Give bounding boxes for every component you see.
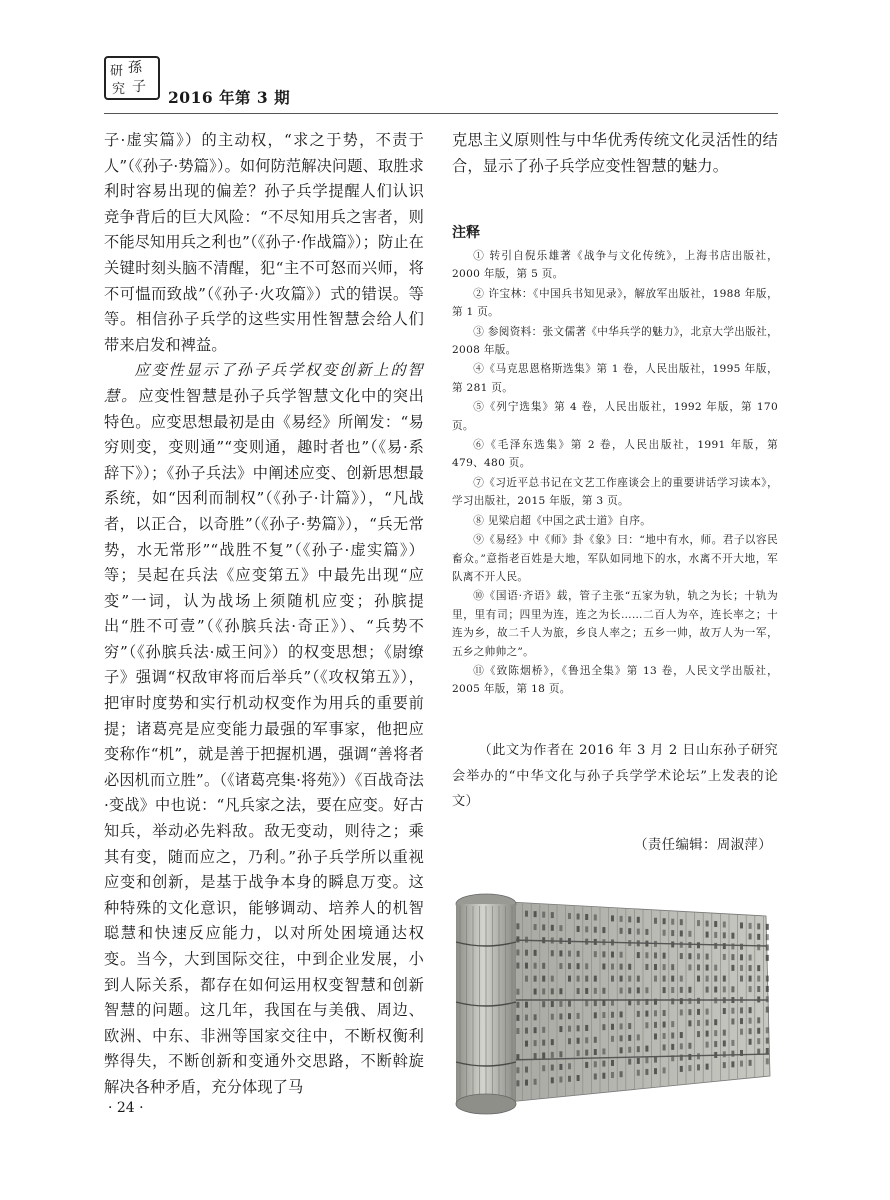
issue-label: 2016 年第 3 期: [168, 88, 291, 107]
svg-text:究: 究: [112, 82, 126, 97]
journal-logo: [104, 56, 160, 100]
svg-text:子: 子: [132, 79, 146, 95]
right-column: [452, 128, 778, 179]
publication-note: [452, 738, 778, 815]
svg-text:研: 研: [110, 64, 124, 79]
publication-note-text: （此文为作者在 2016 年 3 月 2 日山东孙子研究会举办的“中华文化与孙子兵学学术论坛”上发表的论文）: [452, 743, 778, 810]
paragraph-2-lead: 应变性显示了孙子兵学权变创新上的智慧。: [104, 361, 424, 405]
note-item: ④《马克思恩格斯选集》第 1 卷，人民出版社，1995 年版，第 281 页。: [452, 363, 778, 394]
note-item: ① 转引自倪乐雄著《战争与文化传统》，上海书店出版社，2000 年版，第 5 页。: [452, 250, 778, 281]
page-number: · 24 ·: [108, 1100, 144, 1116]
paragraph-continued: 克思主义原则性与中华优秀传统文化灵活性的结合，显示了孙子兵学应变性智慧的魅力。: [452, 131, 778, 175]
bamboo-scroll-image: [448, 888, 778, 1118]
note-item: ⑩《国语·齐语》载，管子主张“五家为轨，轨之为长；十轨为里，里有司；四里为连，连之为长……二百人为卒，连长率之；十连为乡，故二千人为旅，乡良人率之；五乡一帅，故万人为一军，五乡之帅帅之”。: [452, 590, 778, 658]
note-item: ⑤《列宁选集》第 4 卷，人民出版社，1992 年版，第 170 页。: [452, 401, 778, 432]
note-item: ② 许宝林：《中国兵书知见录》，解放军出版社，1988 年版，第 1 页。: [452, 287, 778, 319]
note-item: ⑨《易经》中《师》卦《象》曰：“地中有水，师。君子以容民畜众。”意指老百姓是大地，军队如同地下的水，水离不开大地，军队离不开人民。: [452, 534, 778, 583]
editor-credit: （责任编辑：周淑萍）: [634, 838, 772, 853]
note-item: ⑪《致陈烟桥》，《鲁迅全集》第 13 卷，人民文学出版社，2005 年版，第 18 页。: [452, 664, 778, 696]
paragraph-2: [104, 358, 424, 1100]
header-rule: [104, 113, 778, 114]
logo-seal-icon: [106, 58, 158, 98]
note-item: ⑥《毛泽东选集》第 2 卷，人民出版社，1991 年版，第 479、480 页。: [452, 439, 778, 470]
note-item: ⑦《习近平总书记在文艺工作座谈会上的重要讲话学习读本》，学习出版社，2015 年版，第 3 页。: [452, 476, 778, 508]
paragraph-2-body: 应变性智慧是孙子兵学智慧文化中的突出特色。应变思想最初是由《易经》所阐发：“易穷则变，变则通”“变则通，趣时者也”（《易·系辞下》）；《孙子兵法》中阐述应变、创新思想最系统，如“因利而制权”（《孙子·计篇》），“凡战者，以正合，以奇胜”（《孙子·势篇》），“兵无常势，水无常形”“战胜不复”（《孙子·虚实篇》）等；吴起在兵法《应变第五》中最先出现“应变”一词，认为战场上须随机应变；孙膑提出“胜不可壹”（《孙膑兵法·奇正》）、“兵势不穷”（《孙膑兵法·威王问》）的权变思想；《尉缭子》强调“权敌审将而后举兵”（《攻权第五》），把审时度势和实行机动权变作为用兵的重要前提；诸葛亮是应变能力最强的军事家，他把应变称作“机”，就是善于把握机遇，强调“善将者必因机而立胜”。（《诸葛亮集·将苑》）《百战奇法·变战》中也说：“凡兵家之法，要在应变。好古知兵，举动必先料敌。敌无变动，则待之；乘其有变，随而应之，乃利。”孙子兵学所以重视应变和创新，是基于战争本身的瞬息万变。这种特殊的文化意识，能够调动、培养人的机智聪慧和快速反应能力，以对所处困境通达权变。当今，大到国际交往，中到企业发展，小到人际关系，都存在如何运用权变智慧和创新智慧的问题。这几年，我国在与美俄、周边、欧洲、中东、非洲等国家交往中，不断权衡利弊得失，不断创新和变通外交思路，不断斡旋解决各种矛盾，充分体现了马: [104, 386, 424, 1096]
notes-title: 注释: [452, 225, 480, 241]
notes-list: [452, 247, 778, 700]
note-item: ⑧ 见梁启超《中国之武士道》自序。: [473, 514, 652, 527]
svg-text:孫: 孫: [128, 60, 142, 76]
note-item: ③ 参阅资料：张文儒著《中华兵学的魅力》，北京大学出版社，2008 年版。: [452, 325, 778, 357]
paragraph-1: 子·虚实篇》）的主动权，“求之于势，不责于人”（《孙子·势篇》）。如何防范解决问题、取胜求利时容易出现的偏差？孙子兵学提醒人们认识竞争背后的巨大风险：“不尽知用兵之害者，则不能尽知用兵之利也”（《孙子·作战篇》）；防止在关键时刻头脑不清醒，犯“主不可怒而兴师，将不可愠而致战”（《孙子·火攻篇》）式的错误。等等。相信孙子兵学的这些实用性智慧会给人们带来启发和裨益。: [104, 131, 424, 354]
left-column: [104, 128, 424, 1101]
